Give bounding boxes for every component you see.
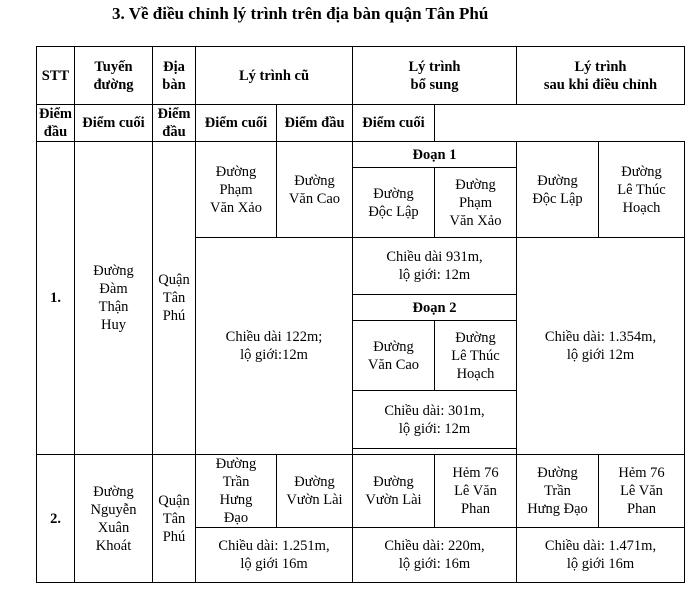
row2-bs-diem-cuoi: Hẻm 76 Lê Văn Phan xyxy=(435,455,517,528)
row1-sau-diem-dau: Đường Độc Lập xyxy=(517,142,599,238)
row1-dia-ban: Quận Tân Phú xyxy=(153,142,196,455)
row1-doan2-chieu-dai: Chiều dài: 301m, lộ giới: 12m xyxy=(353,391,517,449)
header-ly-trinh-bo-sung: Lý trình bổ sung xyxy=(353,47,517,105)
row2-sau-chieu-dai: Chiều dài: 1.471m, lộ giới 16m xyxy=(517,528,685,583)
row1-sau-chieu-dai: Chiều dài: 1.354m, lộ giới 12m xyxy=(517,238,685,455)
row1-cu-diem-dau: Đường Phạm Văn Xảo xyxy=(196,142,277,238)
row1-stt: 1. xyxy=(37,142,75,455)
header-stt: STT xyxy=(37,47,75,105)
row2-cu-diem-dau: Đường Trần Hưng Đạo xyxy=(196,455,277,528)
header-sau-diem-cuoi: Điểm cuối xyxy=(353,105,435,142)
header-bs-diem-dau: Điểm đầu xyxy=(153,105,196,142)
row2-sau-diem-dau: Đường Trần Hưng Đạo xyxy=(517,455,599,528)
row1-tuyen-duong: Đường Đàm Thận Huy xyxy=(75,142,153,455)
header-ly-trinh-cu: Lý trình cũ xyxy=(196,47,353,105)
header-bs-diem-cuoi: Điểm cuối xyxy=(196,105,277,142)
row1-cu-diem-cuoi: Đường Văn Cao xyxy=(277,142,353,238)
row2-cu-chieu-dai: Chiều dài: 1.251m, lộ giới 16m xyxy=(196,528,353,583)
header-ly-trinh-sau-dieu-chinh: Lý trình sau khi điều chỉnh xyxy=(517,47,685,105)
row1-doan1-diem-dau: Đường Độc Lập xyxy=(353,168,435,238)
header-tuyen-duong: Tuyến đường xyxy=(75,47,153,105)
header-cu-diem-cuoi: Điểm cuối xyxy=(75,105,153,142)
row2-cu-diem-cuoi: Đường Vườn Lài xyxy=(277,455,353,528)
section-heading: 3. Về điều chỉnh lý trình trên địa bàn quận Tân Phú xyxy=(112,4,489,23)
header-cu-diem-dau: Điểm đầu xyxy=(37,105,75,142)
header-dia-ban: Địa bàn xyxy=(153,47,196,105)
row2-stt: 2. xyxy=(37,455,75,583)
row1-cu-chieu-dai: Chiều dài 122m; lộ giới:12m xyxy=(196,238,353,455)
row2-bs-diem-dau: Đường Vườn Lài xyxy=(353,455,435,528)
row1-doan1-label: Đoạn 1 xyxy=(353,142,517,168)
header-sau-diem-dau: Điểm đầu xyxy=(277,105,353,142)
row1-doan2-diem-dau: Đường Văn Cao xyxy=(353,321,435,391)
row2-tuyen-duong: Đường Nguyễn Xuân Khoát xyxy=(75,455,153,583)
row1-doan2-label: Đoạn 2 xyxy=(353,295,517,321)
row1-doan1-diem-cuoi: Đường Phạm Văn Xảo xyxy=(435,168,517,238)
row1-doan1-chieu-dai: Chiều dài 931m, lộ giới: 12m xyxy=(353,238,517,295)
row2-dia-ban: Quận Tân Phú xyxy=(153,455,196,583)
row1-sau-diem-cuoi: Đường Lê Thúc Hoạch xyxy=(599,142,685,238)
row1-doan2-diem-cuoi: Đường Lê Thúc Hoạch xyxy=(435,321,517,391)
row2-bs-chieu-dai: Chiều dài: 220m, lộ giới: 16m xyxy=(353,528,517,583)
route-adjustment-table xyxy=(36,46,685,583)
row2-sau-diem-cuoi: Hẻm 76 Lê Văn Phan xyxy=(599,455,685,528)
